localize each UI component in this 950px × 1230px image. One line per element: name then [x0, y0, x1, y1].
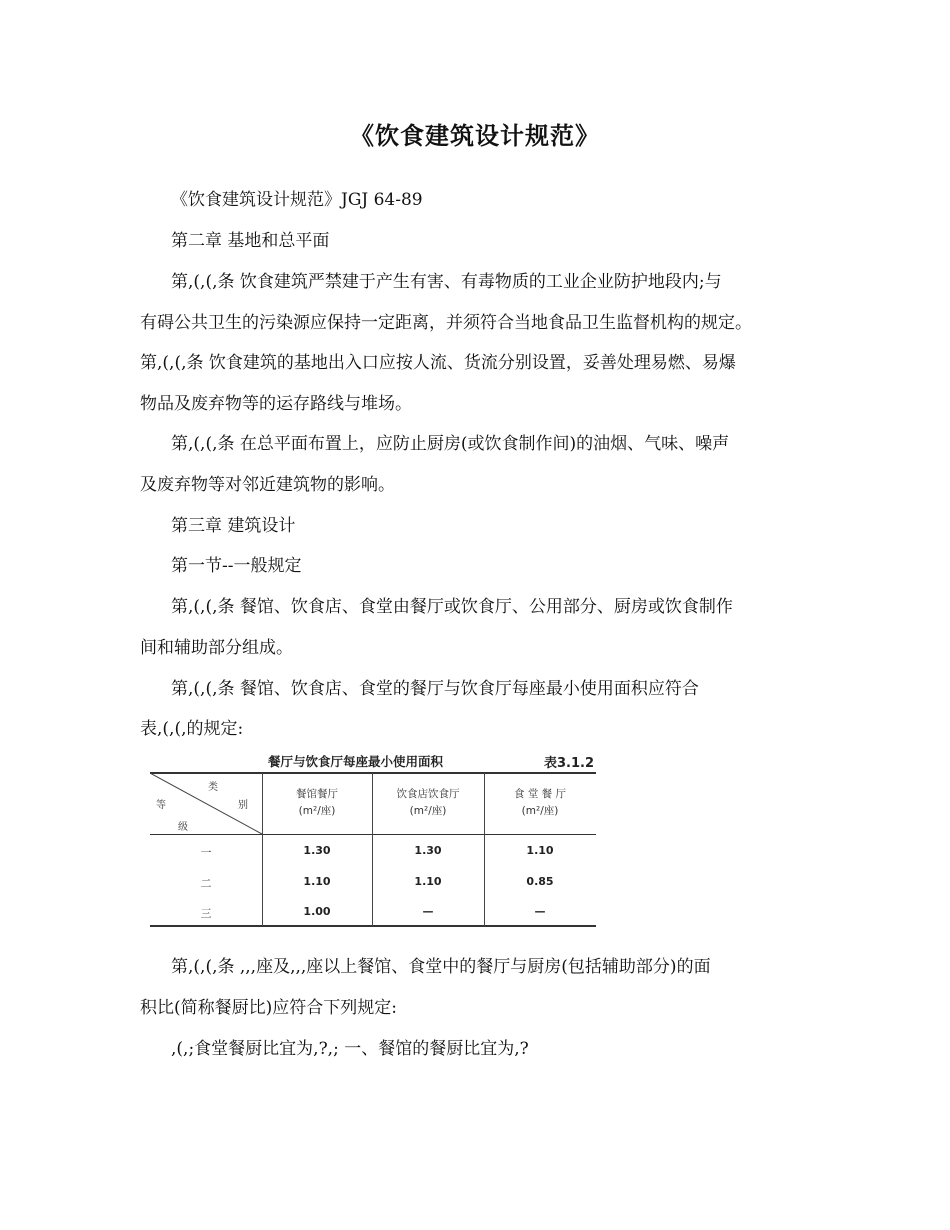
corner-label-category-2: 别	[238, 800, 248, 811]
paragraph-standard-code: 《饮食建筑设计规范》JGJ 64-89	[171, 190, 423, 210]
table-code: 表3.1.2	[543, 756, 594, 771]
chapter-3-heading: 第三章 建筑设计	[171, 516, 296, 536]
paragraph-line: 第,(,(,条 饮食建筑的基地出入口应按人流、货流分别设置，妥善处理易燃、易爆	[140, 353, 736, 373]
paragraph-line: ,(,;食堂餐厨比宜为,?,; 一、餐馆的餐厨比宜为,?	[171, 1039, 529, 1059]
column-header: 食 堂 餐 厅 (m²/座)	[513, 788, 566, 817]
corner-label-grade: 等	[156, 800, 166, 811]
row-grade-label: 一	[200, 846, 212, 859]
paragraph-line: 有碍公共卫生的污染源应保持一定距离，并须符合当地食品卫生监督机构的规定。	[140, 313, 752, 333]
section-1-heading: 第一节--一般规定	[171, 556, 302, 576]
paragraph-line: 第,(,(,条 ,,,座及,,,座以上餐馆、食堂中的餐厅与厨房(包括辅助部分)的面	[171, 957, 711, 977]
table-caption: 餐厅与饮食厅每座最小使用面积	[268, 754, 444, 769]
paragraph-line: 表,(,(,的规定:	[140, 719, 244, 739]
table-cell: 1.10	[414, 875, 442, 888]
table-cell: 1.30	[303, 844, 331, 857]
corner-label-category: 类	[208, 782, 218, 793]
document-title: 《饮食建筑设计规范》	[350, 121, 600, 150]
row-grade-label: 二	[200, 877, 212, 890]
corner-label-grade-2: 级	[178, 822, 188, 833]
table-cell: 1.10	[526, 844, 554, 857]
table-cell: —	[534, 905, 546, 918]
table-cell: 1.30	[414, 844, 442, 857]
column-header: 餐馆餐厅 (m²/座)	[296, 788, 338, 817]
paragraph-line: 及废弃物等对邻近建筑物的影响。	[140, 475, 395, 495]
paragraph-line: 积比(简称餐厨比)应符合下列规定:	[140, 998, 397, 1018]
table-cell: 0.85	[526, 875, 554, 888]
table-bottom-rule	[150, 925, 596, 927]
paragraph-line: 间和辅助部分组成。	[140, 638, 293, 658]
paragraph-line: 第,(,(,条 饮食建筑严禁建于产生有害、有毒物质的工业企业防护地段内;与	[171, 272, 722, 292]
paragraph-line: 物品及废弃物等的运存路线与堆场。	[140, 394, 412, 414]
row-grade-label: 三	[200, 907, 212, 920]
area-table-figure	[150, 748, 600, 934]
table-cell: —	[422, 905, 434, 918]
table-cell: 1.00	[303, 905, 331, 918]
chapter-2-heading: 第二章 基地和总平面	[171, 231, 330, 251]
paragraph-line: 第,(,(,条 在总平面布置上，应防止厨房(或饮食制作间)的油烟、气味、噪声	[171, 434, 730, 454]
paragraph-line: 第,(,(,条 餐馆、饮食店、食堂的餐厅与饮食厅每座最小使用面积应符合	[171, 679, 699, 699]
table-cell: 1.10	[303, 875, 331, 888]
column-header: 饮食店饮食厅 (m²/座)	[396, 788, 460, 817]
paragraph-line: 第,(,(,条 餐馆、饮食店、食堂由餐厅或饮食厅、公用部分、厨房或饮食制作	[171, 597, 733, 617]
